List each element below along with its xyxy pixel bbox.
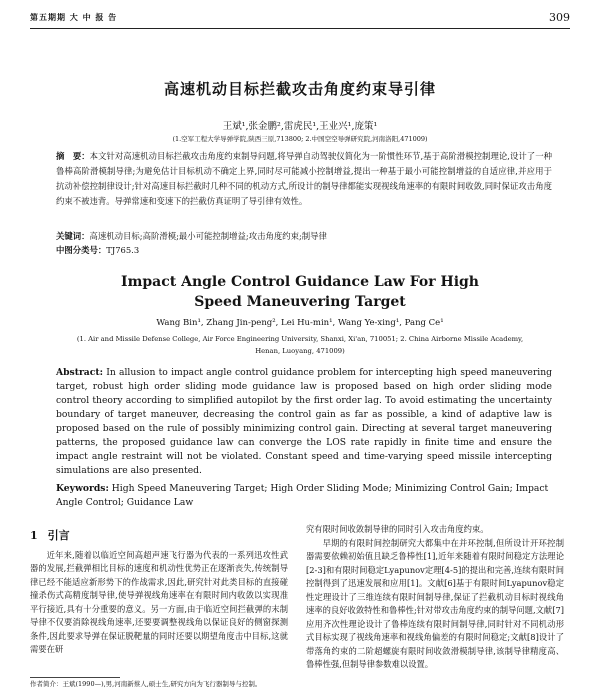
chinese-affiliation: (1.空军工程大学导弹学院,陕西三原,713800; 2.中国空空导弹研究院,河南洛阳,471009)	[172, 135, 428, 143]
author-footnote: 作者简介：王斌(1990—),男,河南新蔡人,硕士生,研究方向为飞行器制导与控制。	[30, 680, 262, 688]
chinese-abstract	[56, 149, 552, 209]
chinese-keywords	[56, 229, 552, 244]
english-affiliation-line-2: Henan, Luoyang, 471009)	[255, 347, 345, 355]
footnote-rule	[30, 677, 120, 678]
intro-paragraph: 近年来,随着以临近空间高超声速飞行器为代表的一系列迅攻性武器的发展,拦截弹相比目标的速度和机动性优势正在逐渐丧失,传统制导律已经不能适应新形势下的作战需求,因此,研究针对此类目标的直接碰撞杀伤式高精度制导律,使导弹视线角速率在有限时间内收敛以实现准平行接近,具有十分重要的意义。另一方面,由于临近空间拦截弹的末制导律不仅要消除视线角速率,还要要调整视线角以保证良好的侧窗探测条件,因此要求导弹在保证脱靶量的同时还要以期望角度击中目标,这就需要在研	[30, 549, 288, 654]
chinese-abstract-label: 摘 要：	[56, 151, 90, 161]
english-affiliation	[40, 333, 560, 357]
chinese-abstract-text: 本文针对高速机动目标拦截攻击角度约束制导问题,将导弹自动驾驶仪简化为一阶惯性环节,基于高阶滑模控制理论,设计了一种鲁棒高阶滑模制导律;为避免估计目标机动不确定上界,同时尽可能减小控制增益,提出一种基于最小可能控制增益的自适应律,并应用于抗动补偿控制律设计;针对高速目标拦截时几种不同的机动方式,所设计的制导律都能实现视线角速率的有限时间收敛,同时保证攻击角度约束不被违背。导弹常速和变速下的拦截仿真证明了导引律有效性。	[56, 151, 553, 206]
english-title-line-2: Speed Maneuvering Target	[194, 294, 406, 310]
english-keywords-label: Keywords:	[56, 483, 109, 494]
chinese-keywords-text: 高速机动目标;高阶滑模;最小可能控制增益;攻击角度约束;制导律	[89, 231, 327, 241]
english-abstract-text: In allusion to impact angle control guidance problem for intercepting high speed maneuvering target, robust high order sliding mode guidance law is proposed based on high order sliding mode control theory according to simplified autopilot by the first order lag. To avoid estimating the uncertainty boundary of target maneuver, decreasing the control gain as far as possible, a kind of adaptive law is proposed based on the rule of possibly minimizing control gain. Directing at several target maneuvering patterns, the proposed guidance law can converge the LOS rate rapidly in finite time and ensure the impact angle restraint will not be violated. Constant speed and time-varying speed missile intercepting simulations are also presented.	[56, 367, 552, 476]
running-header	[30, 12, 570, 29]
chinese-authors: 王斌¹,张金鹏²,雷虎民¹,王业兴¹,庞策¹	[222, 121, 378, 132]
english-affiliation-line-1: (1. Air and Missile Defense College, Air Force Engineering University, Shanxi, Xi'an, 710051; 2. China Airborne Missile Academy,	[76, 335, 524, 343]
clc-label: 中图分类号：	[56, 245, 107, 255]
english-keywords-text: High Speed Maneuvering Target; High Order Sliding Mode; Minimizing Control Gain; Impact Angle Control; Guidance Law	[56, 483, 549, 508]
chinese-keywords-label: 关键词：	[56, 231, 90, 241]
intro-paragraph-continued: 究有限时间收敛制导律的同时引入攻击角度约束。	[306, 524, 489, 534]
page-number: 309	[549, 11, 570, 24]
english-title-line-1: Impact Angle Control Guidance Law For High	[121, 274, 479, 290]
english-authors: Wang Bin¹, Zhang Jin-peng², Lei Hu-min¹, Wang Ye-xing¹, Pang Ce¹	[156, 318, 444, 328]
english-abstract-label: Abstract:	[56, 367, 103, 378]
journal-name: 第五期期 大 中 报 告	[30, 12, 118, 22]
left-column	[30, 523, 288, 657]
clc-number	[56, 243, 552, 258]
english-abstract	[56, 366, 552, 478]
english-keywords	[56, 482, 552, 510]
english-title	[30, 272, 570, 312]
clc-value: TJ765.3	[106, 245, 140, 255]
right-column	[306, 523, 564, 672]
section-number: 1	[30, 529, 38, 542]
section-title: 引言	[47, 529, 70, 542]
section-heading	[30, 529, 288, 543]
literature-review-paragraph: 早期的有限时间控制研究大都集中在并环控制,但所设计开环控制器需要依赖初始值且缺乏鲁棒性[1],近年来随着有限时间稳定方法理论[2-3]和有限时间稳定Lyapunov定理[4-5]的提出和完善,连续有限时间控制得到了迅速发展和应用[1]。文献[6]基于有限时间Lyapunov稳定性定理设计了三维连续有限时间制导律,保证了拦截机动目标时视线角速率的良好收敛特性和鲁棒性;针对带攻击角度约束的制导问题,文献[7]应用齐次性理论设计了鲁棒连续有限时间制导律,同时针对不同机动形式目标实现了视线角速率和视线角偏差的有限时间稳定;文献[8]设计了带落角约束的二阶超螺旋有限时间收敛滑模制导律,该制导律精度高、鲁棒性强,但制导律参数难以设置。	[306, 537, 564, 669]
chinese-title: 高速机动目标拦截攻击角度约束导引律	[163, 80, 436, 98]
